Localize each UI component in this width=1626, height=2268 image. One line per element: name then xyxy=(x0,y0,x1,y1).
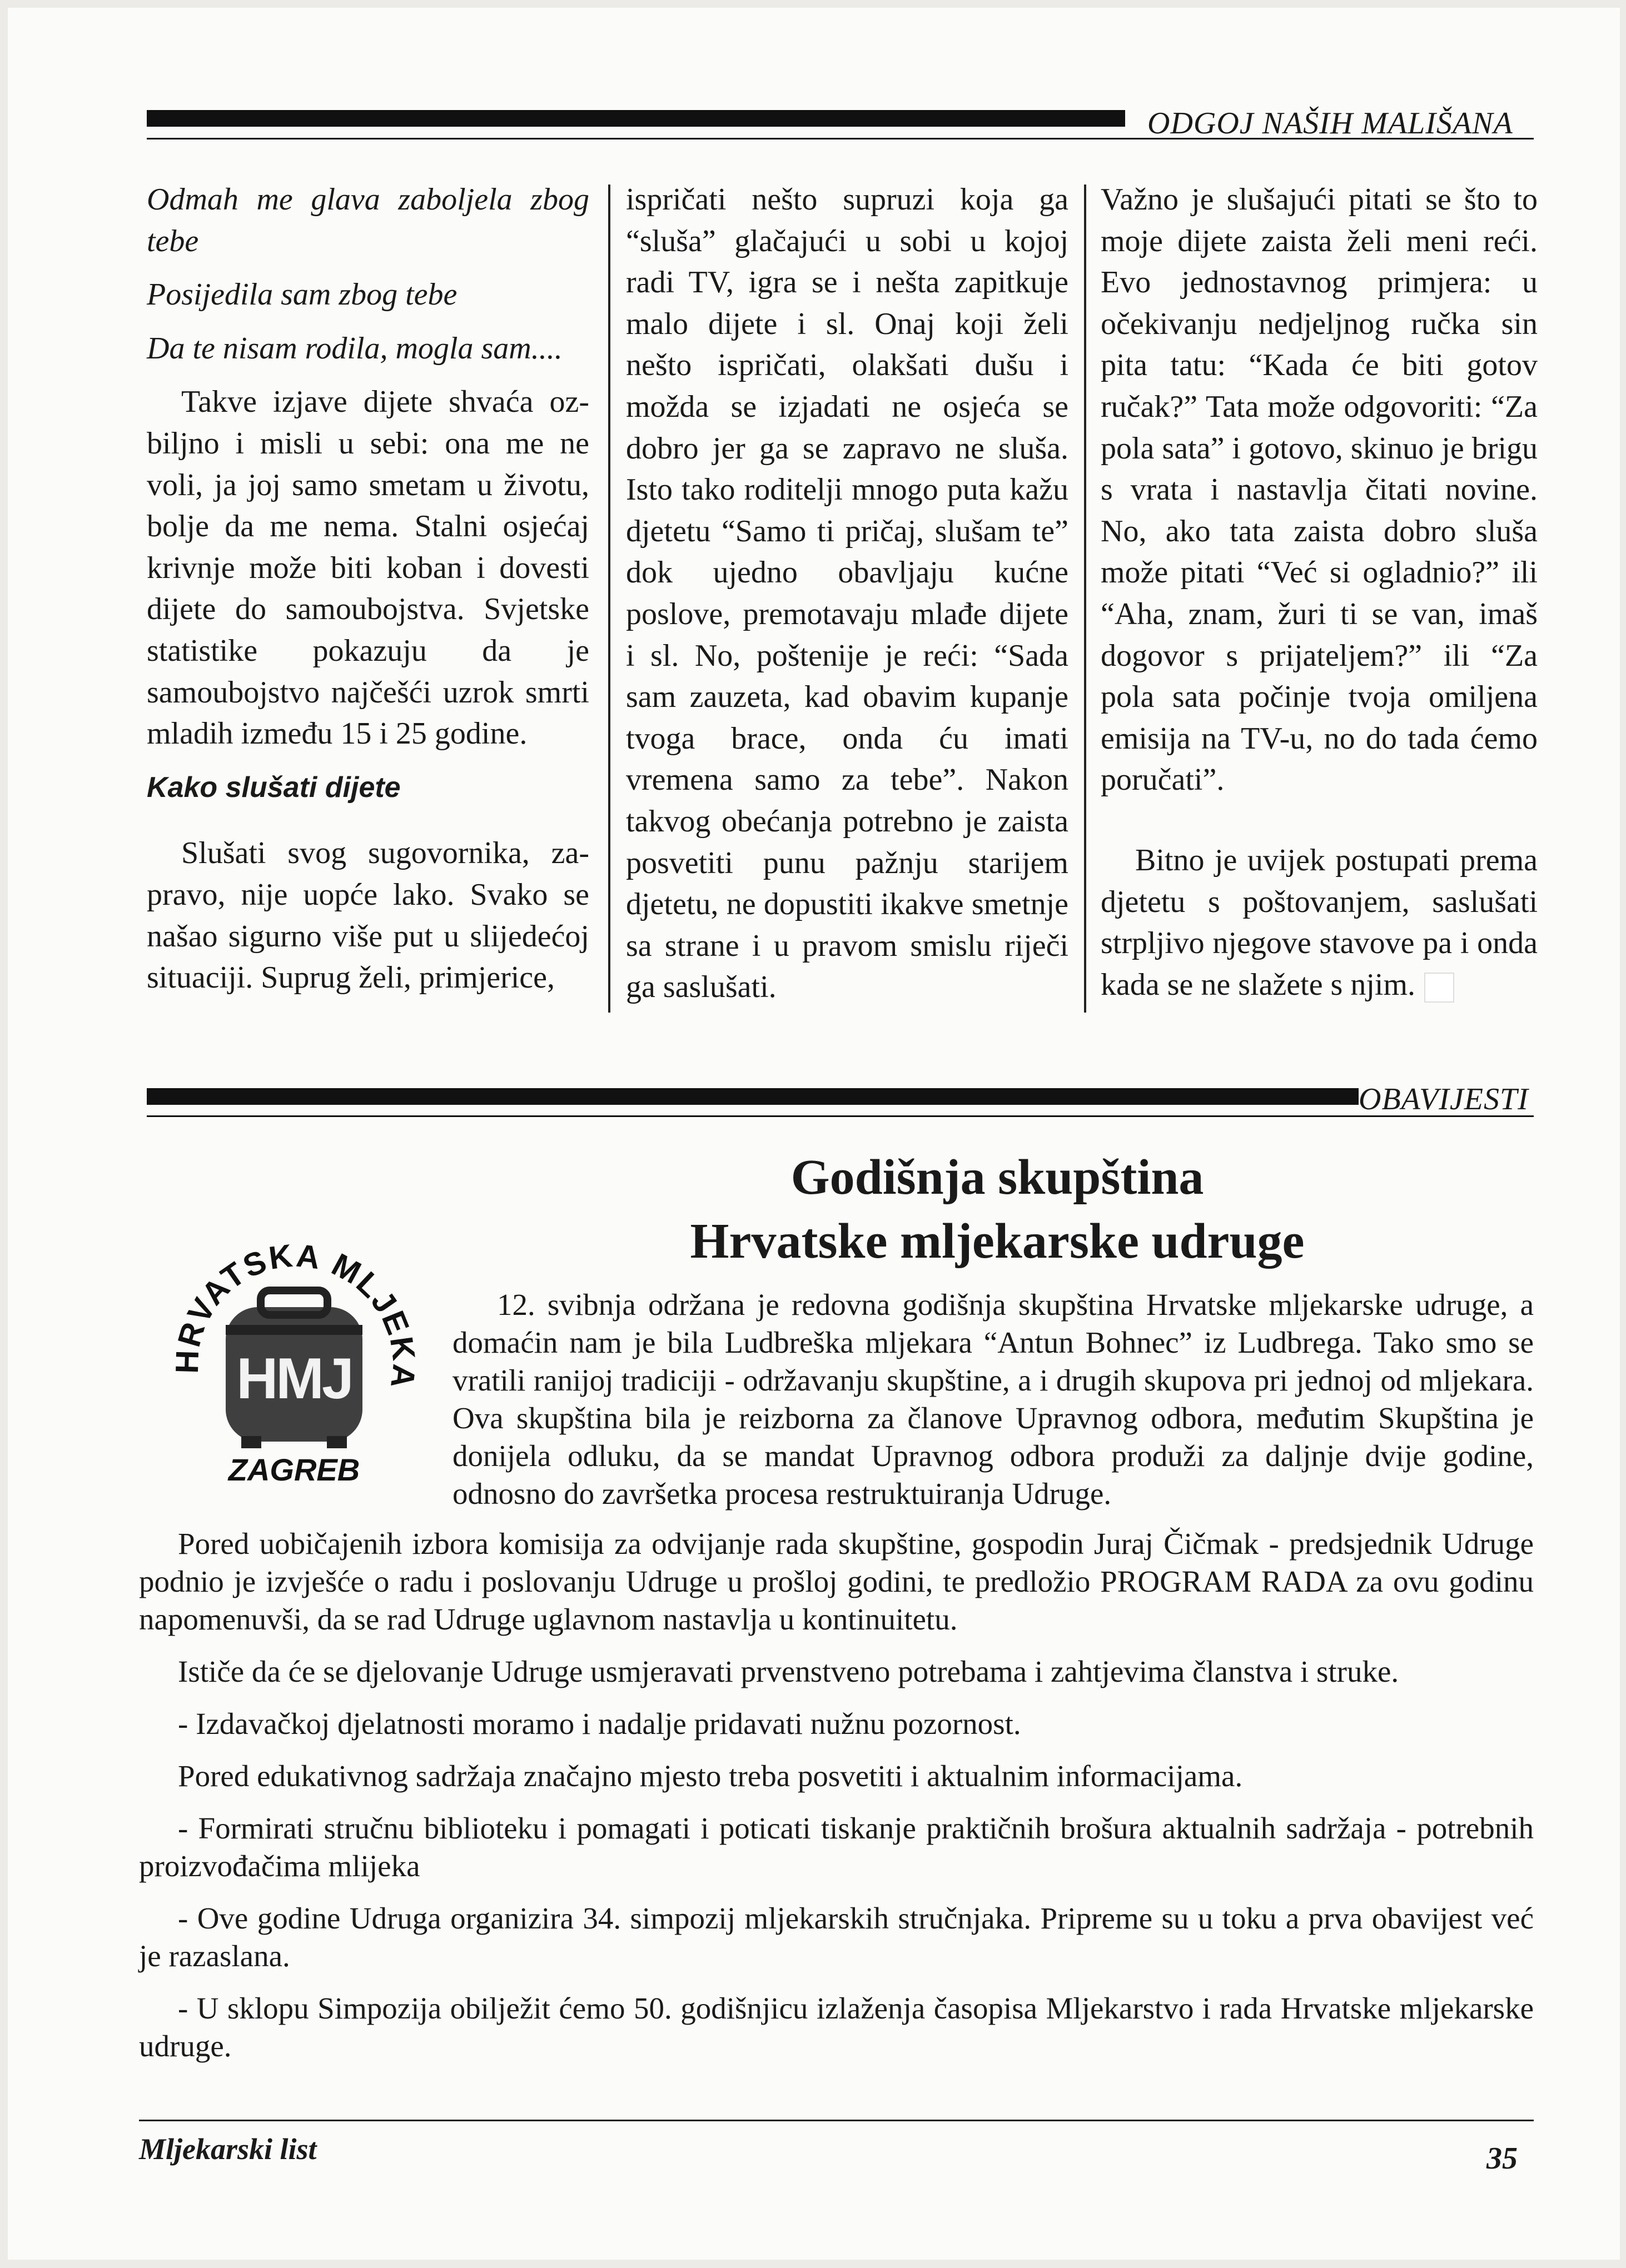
logo-monogram: HMJ xyxy=(236,1347,352,1411)
end-of-article-mark xyxy=(1424,973,1454,1003)
journal-name: Mljekarski list xyxy=(139,2132,317,2166)
article-paragraph-5: - Formirati stručnu biblioteku i pomagati i poticati tiskanje praktičnih brošura aktualnih sadržaja - potrebnih proizvođačima mlijeka xyxy=(139,1811,1534,1883)
article-paragraph-2: Ističe da će se djelovanje Udruge usmjeravati prvenstveno potrebama i zahtjevima članstva i struke. xyxy=(178,1654,1399,1688)
article-intro-text: 12. svibnja održana je redovna godišnja skupština Hrvatske mljekarske udruge, a domaćin nam je bila Ludbreška mljekara “Antun Bohnec” iz Ludbrega. Tako smo se vratili ranijoj tradiciji - održavanju skupštine, a i drugih skupova pri jednoj od mljekara. Ova skupština bila je reizborna za članove Upravnog odbora, međutim Skupština je donijela odluku, da se mandat Upravnog odbora produži za daljnje dvije godine, odnosno do završetka procesa restruktuiranja Udruge. xyxy=(453,1288,1534,1511)
column-1-paragraph-1: Takve izjave dijete shvaća ozbiljno i misli u sebi: ona me ne voli, ja joj samo smetam u životu, bolje da me nema. Stalni osjećaj krivnje može biti koban i dovesti dijete do samoubojstva. Svjetske statistike pokazuju da je samoubojstvo najčešći uzrok smrti mladih između 15 i 25 godine. xyxy=(147,385,589,751)
section-label-top: ODGOJ NAŠIH MALIŠANA xyxy=(1147,106,1513,141)
column-3-paragraph-2 xyxy=(1101,840,1538,1005)
section-label-bottom: OBAVIJESTI xyxy=(1359,1082,1529,1116)
column-divider-1 xyxy=(608,185,610,1013)
column-3 xyxy=(1101,179,1538,1005)
quote-line-3: Da te nisam rodila, mogla sam.... xyxy=(147,331,563,366)
quote-line-1: Odmah me glava zaboljela zbog tebe xyxy=(147,182,589,258)
column-2 xyxy=(626,179,1068,1008)
column-1 xyxy=(147,179,589,999)
quote-line-2: Posijedila sam zbog tebe xyxy=(147,277,458,312)
footer-rule xyxy=(139,2120,1534,2121)
column-divider-2 xyxy=(1084,185,1086,1013)
column-1-paragraph-2: Slušati svog sugovornika, zapravo, nije uopće lako. Svako se našao sigurno više put u slijedećoj situaciji. Suprug želi, primjerice, xyxy=(147,836,589,995)
article-title-line-2: Hrvatske mljekarske udruge xyxy=(690,1214,1305,1269)
article-intro xyxy=(453,1286,1534,1513)
article-paragraph-1: Pored uobičajenih izbora komisija za odvijanje rada skupštine, gospodin Juraj Čičmak - predsjednik Udruge podnio je izvješće o radu i poslovanju Udruge u prošloj godini, te predložio PROGRAM RADA za ovu godinu napomenuvši, da se rad Udruge uglavnom nastavlja u kontinuitetu. xyxy=(139,1527,1534,1636)
column-3-paragraph-1: Važno je slušajući pitati se što to moje dijete zaista želi meni reći. Evo jednostavnog primjera: u očekivanju nedjeljnog ručka sin pita tatu: “Kada će biti gotov ručak?” Tata može odgovoriti: “Za pola sata” i gotovo, skinuo je brigu s vrata i nastavlja čitati novine. No, ako tata zaista dobro sluša može pitati “Već si ogladnio?” ili “Aha, znam, žuri ti se van, imaš dogovor s prijateljem?” ili “Za pola sata počinje tvoja omiljena emisija na TV-u, no do tada ćemo poručati”. xyxy=(1101,182,1538,797)
article-paragraph-4: Pored edukativnog sadržaja značajno mjesto treba posvetiti i aktualnim informacijama. xyxy=(178,1759,1243,1793)
page-number: 35 xyxy=(1486,2141,1518,2176)
logo-ring-text: HRVATSKA MLJEKA xyxy=(168,1237,422,1392)
article-paragraph-7: - U sklopu Simpozija obilježit ćemo 50. godišnjicu izlaženja časopisa Mljekarstvo i rada Hrvatske mljekarske udruge. xyxy=(139,1991,1534,2063)
column-3-paragraph-2-text: Bitno je uvijek postupati prema djetetu s poštovanjem, saslušati strpljivo njegove stavove pa i onda kada se ne slažete s njim. xyxy=(1101,843,1538,1002)
section-rule-thick xyxy=(147,1088,1359,1105)
logo-city-text: ZAGREB xyxy=(228,1452,360,1487)
article-title-line-1: Godišnja skupština xyxy=(790,1150,1204,1205)
page xyxy=(8,8,1620,2260)
article-paragraph-3: - Izdavačkoj djelatnosti moramo i nadalje pridavati nužnu pozornost. xyxy=(178,1707,1021,1741)
section-rule-thin xyxy=(147,1115,1534,1117)
logo-emblem xyxy=(147,1219,441,1508)
column-2-paragraph-1: ispričati nešto supruzi koja ga “sluša” glačajući u sobi u kojoj radi TV, igra se i nešta zapitkuje malo dijete i sl. Onaj koji želi nešto ispričati, olakšati dušu i možda se izjadati ne osjeća se dobro jer ga se zapravo ne sluša. Isto tako roditelji mnogo puta kažu djetetu “Samo ti pričaj, slušam te” dok ujedno obavljaju kućne poslove, premotavaju mlađe dijete i sl. No, poštenije je reći: “Sada sam zauzeta, kad obavim kupanje tvoga brace, onda ću imati vremena samo za tebe”. Nakon takvog obećanja potrebno je zaista posvetiti punu pažnju starijem djetetu, ne dopustiti ikakve smetnje sa strane i u pravom smislu riječi ga saslušati. xyxy=(626,182,1068,1005)
association-logo xyxy=(147,1219,441,1508)
article-paragraph-6: - Ove godine Udruga organizira 34. simpozij mljekarskih stručnjaka. Pripreme su u toku a prva obavijest već je razaslana. xyxy=(139,1901,1534,1973)
subheading: Kako slušati dijete xyxy=(147,771,401,804)
header-rule-thick xyxy=(147,110,1125,127)
article-body xyxy=(139,1525,1534,2065)
